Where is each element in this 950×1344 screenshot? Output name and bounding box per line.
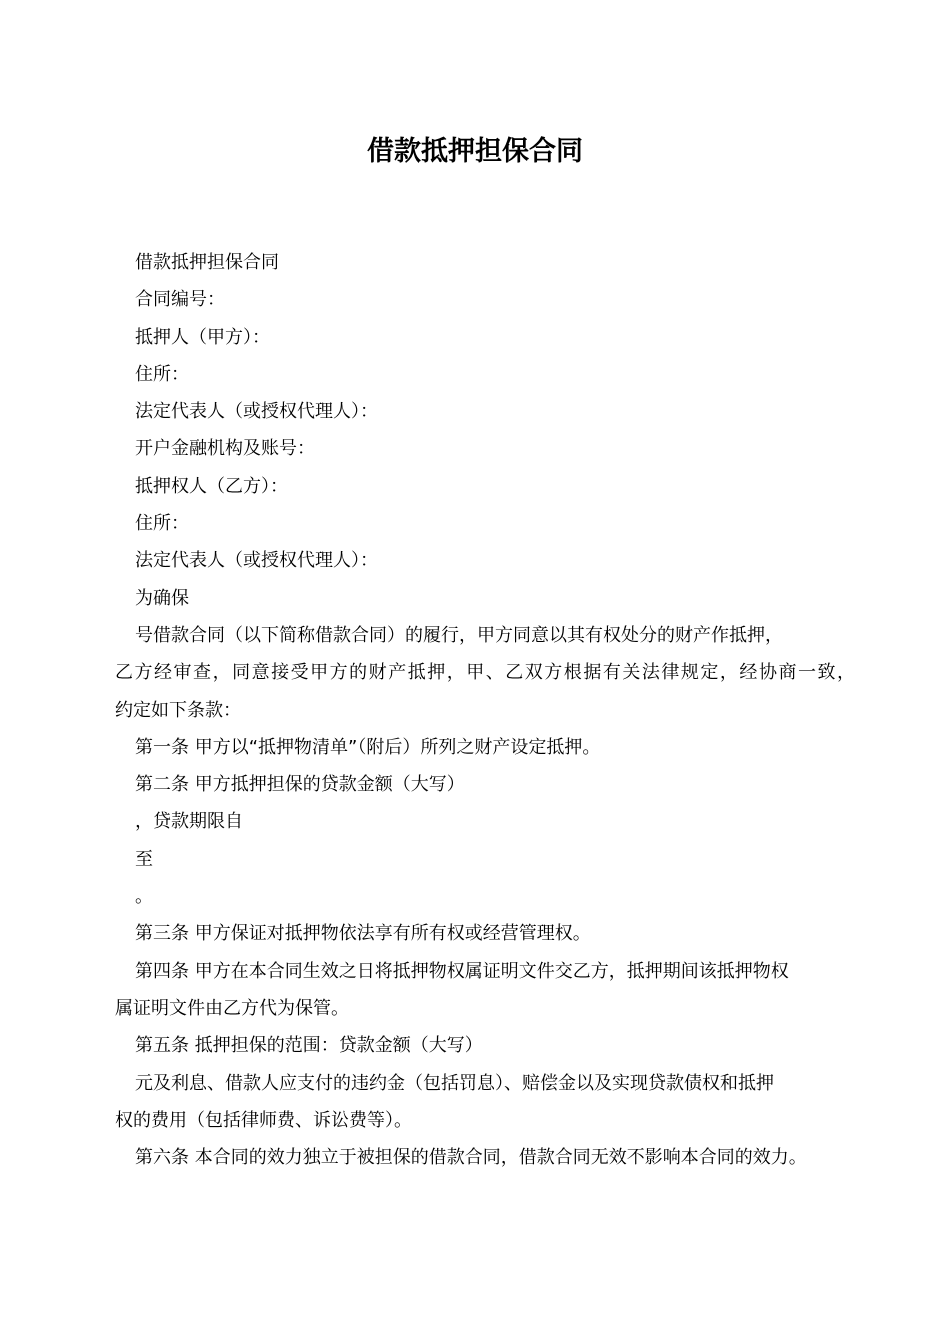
text-line-bank-account: 开户金融机构及账号：	[135, 438, 315, 460]
document-body	[115, 244, 855, 1176]
text-line-article-5: 第五条 抵押担保的范围：贷款金额（大写）	[135, 1035, 483, 1057]
text-line-mortgagor-address: 住所：	[135, 363, 189, 385]
text-line-article-3: 第三条 甲方保证对抵押物依法享有所有权或经营管理权。	[135, 923, 591, 945]
text-line-article-5-cont: 权的费用（包括律师费、诉讼费等）。	[115, 1109, 412, 1131]
text-line-preamble-2: 乙方经审查，同意接受甲方的财产抵押，甲、乙双方根据有关法律规定，经协商一致，	[115, 662, 855, 684]
text-line-contract-number: 合同编号：	[135, 289, 225, 311]
text-line-mortgagee-representative: 法定代表人（或授权代理人）：	[135, 550, 378, 572]
text-line-mortgagor-representative: 法定代表人（或授权代理人）：	[135, 401, 378, 423]
text-line-loan-term: ，贷款期限自	[135, 811, 243, 833]
text-line-article-5-scope: 元及利息、借款人应支付的违约金（包括罚息）、赔偿金以及实现贷款债权和抵押	[135, 1072, 774, 1094]
text-line-mortgagor: 抵押人（甲方）：	[135, 326, 270, 348]
document-title: 借款抵押担保合同	[367, 136, 583, 167]
text-line-contract-heading: 借款抵押担保合同	[135, 252, 279, 273]
text-line-article-1: 第一条 甲方以“抵押物清单”（附后）所列之财产设定抵押。	[135, 736, 601, 758]
text-line-article-6: 第六条 本合同的效力独立于被担保的借款合同，借款合同无效不影响本合同的效力。	[135, 1147, 807, 1169]
text-line-article-4: 第四条 甲方在本合同生效之日将抵押物权属证明文件交乙方，抵押期间该抵押物权	[135, 960, 789, 982]
text-line-article-2: 第二条 甲方抵押担保的贷款金额（大写）	[135, 774, 465, 796]
text-line-preamble-3: 约定如下条款：	[115, 699, 241, 721]
text-line-loan-term-to: 至	[135, 848, 153, 870]
text-line-mortgagee: 抵押权人（乙方）：	[135, 475, 288, 497]
text-line-preamble-1: 号借款合同（以下简称借款合同）的履行，甲方同意以其有权处分的财产作抵押，	[135, 624, 783, 646]
text-line-purpose: 为确保	[135, 587, 189, 609]
text-line-article-4-cont: 属证明文件由乙方代为保管。	[115, 997, 349, 1019]
text-line-mortgagee-address: 住所：	[135, 513, 189, 535]
text-line-period: 。	[135, 886, 153, 908]
